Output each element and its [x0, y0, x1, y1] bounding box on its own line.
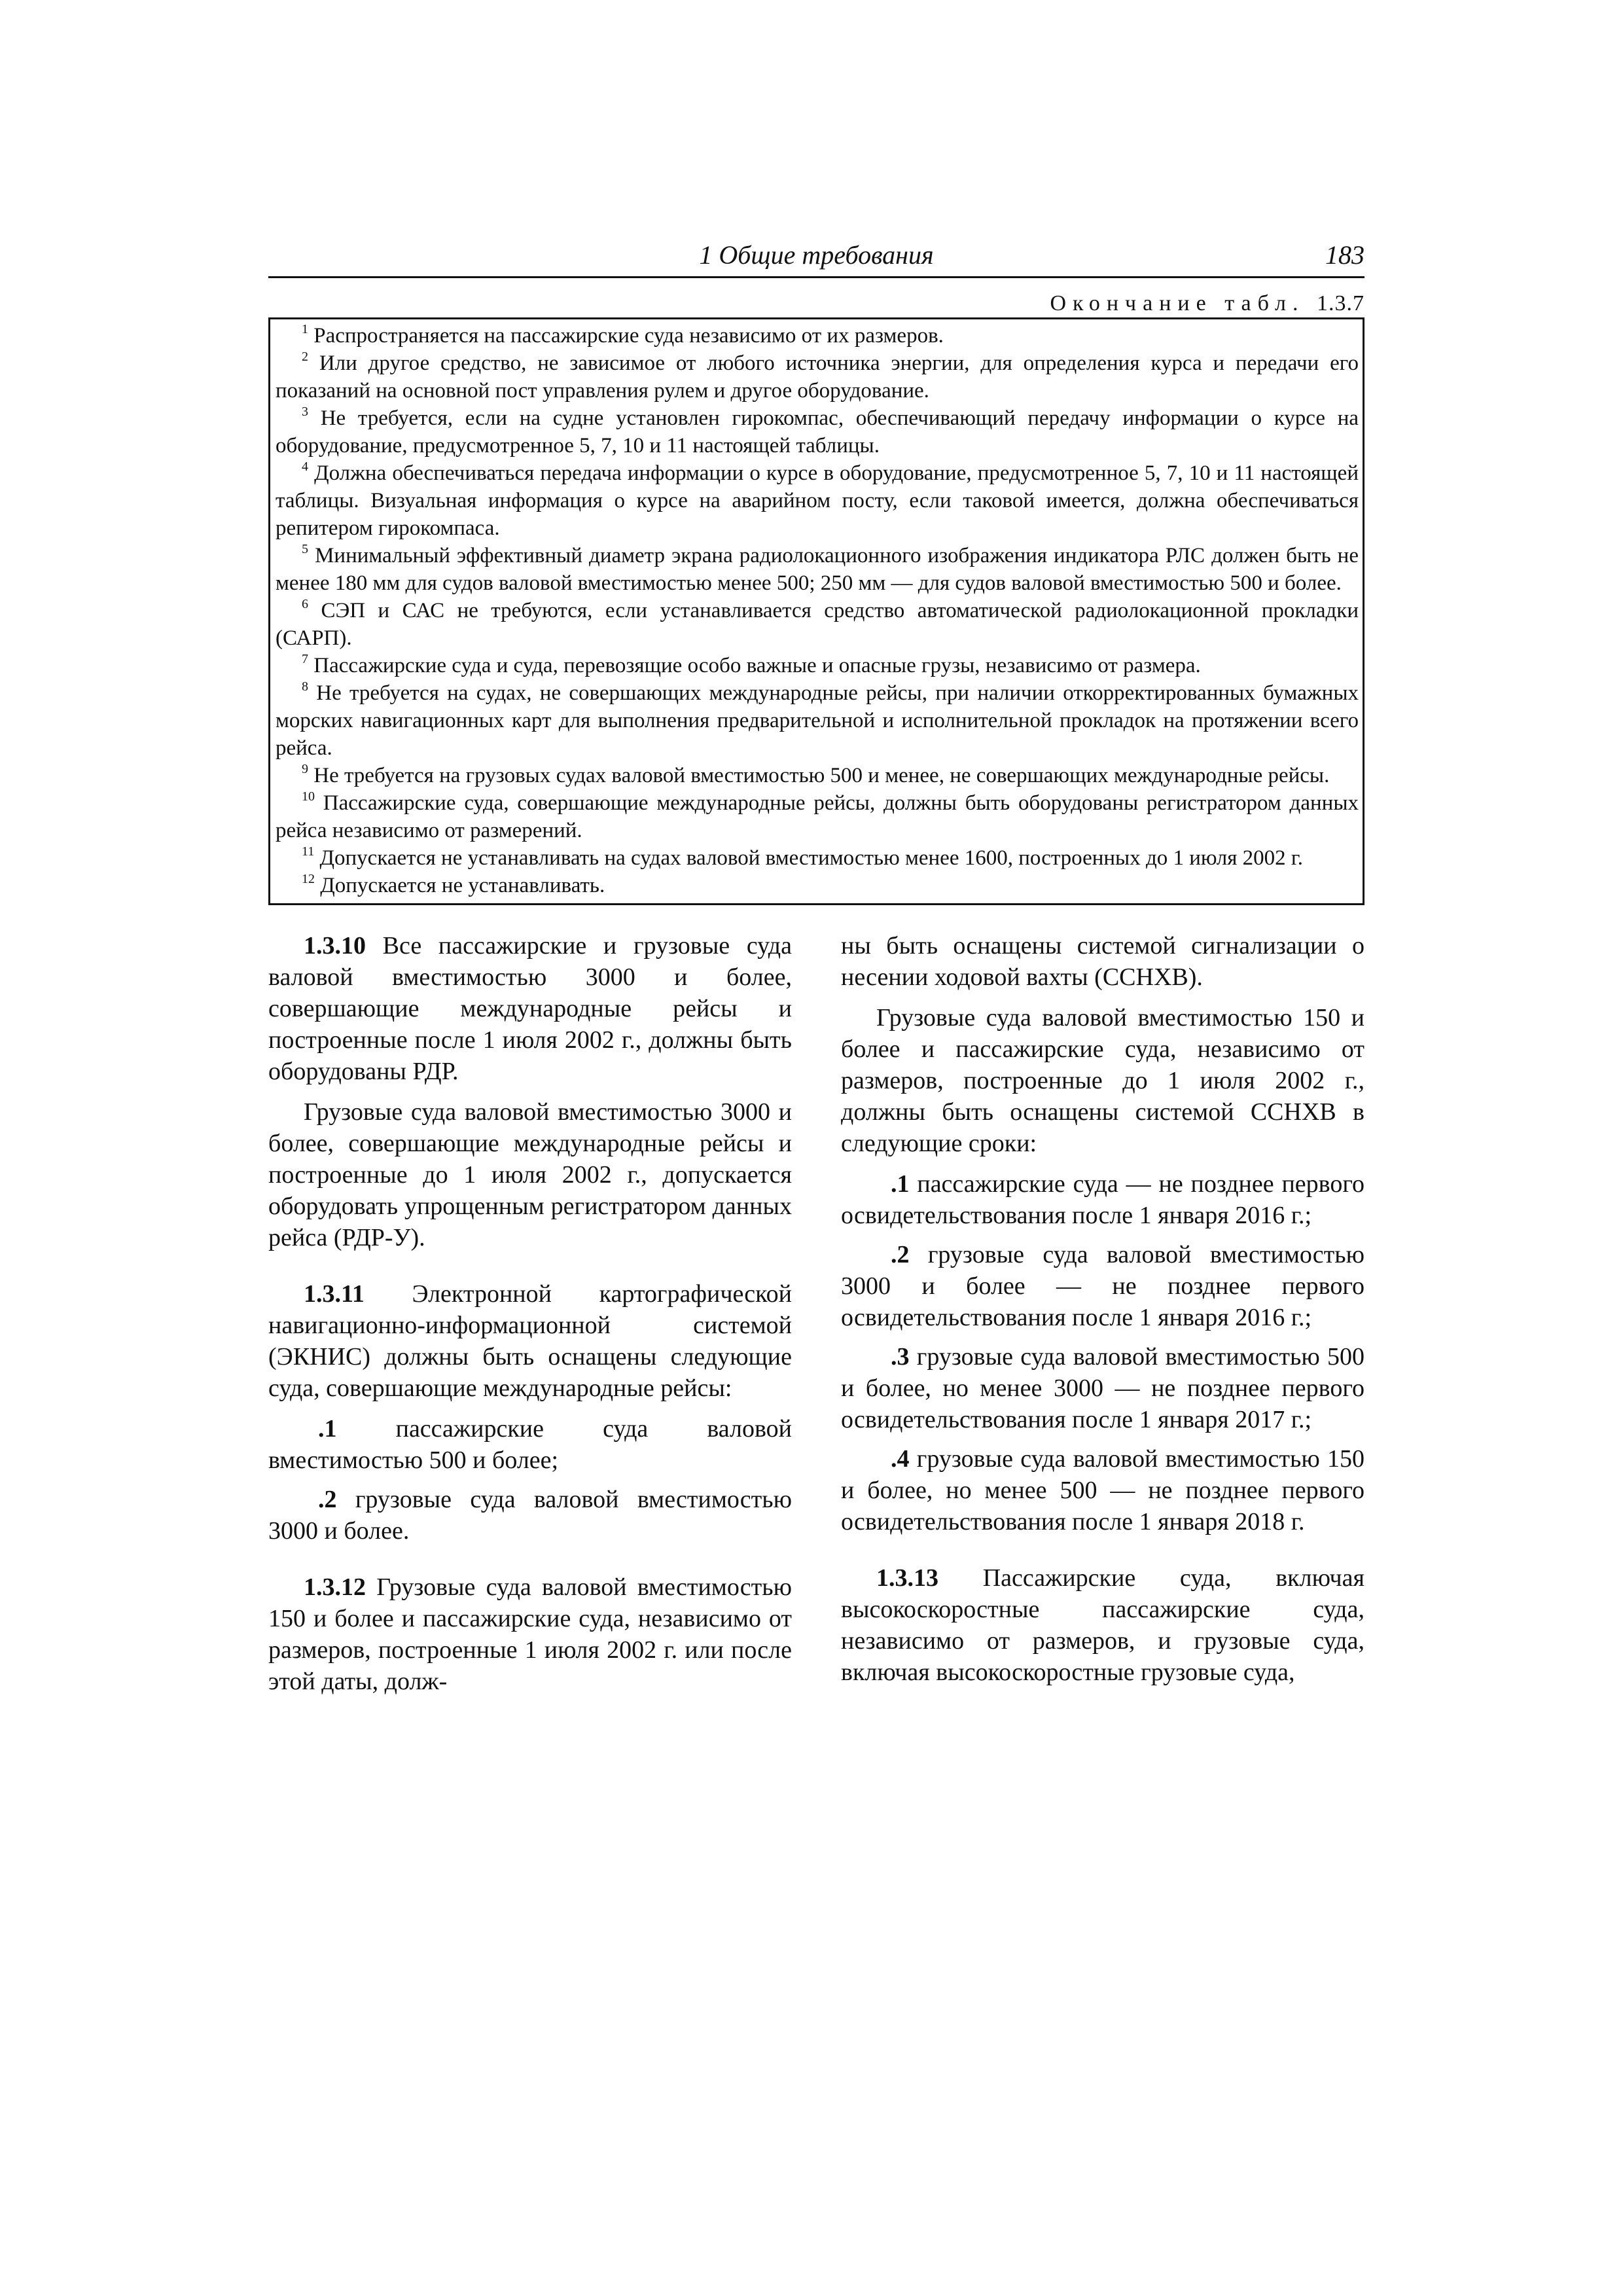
- page-number: 183: [1325, 240, 1364, 270]
- footnote-text: Пассажирские суда, совершающие международные рейсы, должны быть оборудованы регистратором данных рейса независимо от размерений.: [276, 791, 1359, 842]
- section-number: 1.3.13: [876, 1564, 938, 1592]
- footnote: [276, 350, 1359, 404]
- footnote-mark: 6: [302, 597, 308, 611]
- footnote-text: Или другое средство, не зависимое от любого источника энергии, для определения курса и передачи его показаний на основной пост управления рулем и другое оборудование.: [276, 351, 1359, 403]
- footnote: [276, 459, 1359, 542]
- section-1-3-13: [841, 1562, 1364, 1688]
- document-page: [268, 236, 1364, 1706]
- item-text: пассажирские суда — не позднее первого освидетельствования после 1 января 2016 г.;: [841, 1170, 1364, 1229]
- table-number: 1.3.7: [1317, 291, 1364, 315]
- section-1-3-10: [268, 930, 792, 1087]
- paragraph-text: Пассажирские суда, включая высокоскоростные пассажирские суда, независимо от размеров, и грузовые суда, включая высокоскоростные грузовые суда,: [841, 1564, 1364, 1686]
- footnote: [276, 844, 1359, 872]
- footnote-mark: 10: [302, 789, 315, 804]
- footnote: [276, 404, 1359, 459]
- left-column: [268, 930, 792, 1706]
- chapter-title: 1 Общие требования: [699, 240, 934, 270]
- footnote-text: Не требуется на грузовых судах валовой вместимостью 500 и менее, не совершающих международные рейсы.: [313, 764, 1330, 787]
- footnote-mark: 1: [302, 322, 308, 336]
- footnote-text: Минимальный эффективный диаметр экрана радиолокационного изображения индикатора РЛС должен быть не менее 180 мм для судов валовой вместимостью менее 500; 250 мм — для судов валовой вместимостью 500 и более.: [276, 544, 1359, 595]
- paragraph-text: Электронной картографической навигационно-информационной системой (ЭКНИС) должны быть оснащены следующие суда, совершающие международные рейсы:: [268, 1280, 792, 1402]
- footnote: [276, 679, 1359, 762]
- paragraph-text: Грузовые суда валовой вместимостью 150 и более и пассажирские суда, независимо от размеров, построенные 1 июля 2002 г. или после этой даты, долж-: [268, 1573, 792, 1695]
- item-text: грузовые суда валовой вместимостью 150 и более, но менее 500 — не позднее первого освидетельствования после 1 января 2018 г.: [841, 1445, 1364, 1535]
- item-text: грузовые суда валовой вместимостью 500 и более, но менее 3000 — не позднее первого освидетельствования после 1 января 2017 г.;: [841, 1343, 1364, 1433]
- footnote-text: СЭП и САС не требуются, если устанавливается средство автоматической радиолокационной прокладки (САРП).: [276, 599, 1359, 650]
- item-number: .1: [318, 1415, 337, 1443]
- footnote: [276, 322, 1359, 350]
- item-number: .2: [318, 1486, 337, 1513]
- footnote-mark: 5: [302, 542, 308, 556]
- footnote-mark: 8: [302, 679, 308, 694]
- item-text: пассажирские суда валовой вместимостью 500 и более;: [268, 1415, 792, 1474]
- footnote-text: Распространяется на пассажирские суда независимо от их размеров.: [313, 324, 944, 348]
- footnote-mark: 7: [302, 652, 308, 666]
- footnote-mark: 4: [302, 459, 308, 474]
- paragraph: Грузовые суда валовой вместимостью 3000 и более, совершающие международные рейсы и построенные до 1 июля 2002 г., допускается оборудовать упрощенным регистратором данных рейса (РДР-У).: [268, 1098, 792, 1251]
- footnote: [276, 789, 1359, 844]
- footnote: [276, 597, 1359, 652]
- section-number: 1.3.10: [304, 932, 366, 960]
- footnote: [276, 872, 1359, 899]
- footnote-mark: 12: [302, 872, 315, 886]
- footnote-mark: 2: [302, 350, 308, 364]
- footnote-text: Допускается не устанавливать на судах валовой вместимостью менее 1600, построенных до 1 июля 2002 г.: [319, 846, 1303, 870]
- footnote-mark: 3: [302, 404, 308, 419]
- footnote-mark: 11: [302, 844, 315, 859]
- item-number: .1: [891, 1170, 910, 1198]
- item-number: .2: [891, 1241, 910, 1268]
- footnote: [276, 762, 1359, 789]
- footnote-text: Не требуется на судах, не совершающих международные рейсы, при наличии откорректированных бумажных морских навигационных карт для выполнения предварительной и исполнительной прокладок на протяжении всего рейса.: [276, 681, 1359, 760]
- list-item: [268, 1484, 792, 1547]
- section-1-3-12: [268, 1571, 792, 1697]
- running-header: [268, 236, 1364, 278]
- footnote-text: Не требуется, если на судне установлен гирокомпас, обеспечивающий передачу информации о курсе на оборудование, предусмотренное 5, 7, 10 и 11 настоящей таблицы.: [276, 406, 1359, 457]
- list-item: [841, 1239, 1364, 1333]
- list-item: [841, 1168, 1364, 1231]
- footnote-text: Должна обеспечиваться передача информации о курсе в оборудование, предусмотренное 5, 7, 10 и 11 настоящей таблицы. Визуальная информация о курсе на аварийном посту, если таковой имеется, должна обеспечиваться репитером гирокомпаса.: [276, 461, 1359, 540]
- right-column: [841, 930, 1364, 1706]
- section-number: 1.3.11: [304, 1280, 365, 1308]
- section-number: 1.3.12: [304, 1573, 366, 1601]
- item-text: грузовые суда валовой вместимостью 3000 и более.: [268, 1486, 792, 1545]
- footnote-text: Допускается не устанавливать.: [320, 874, 605, 897]
- table-caption-text: Окончание табл.: [1050, 291, 1305, 315]
- paragraph: Грузовые суда валовой вместимостью 150 и более и пассажирские суда, независимо от размеров, построенные до 1 июля 2002 г., должны быть оснащены системой ССНХВ в следующие сроки:: [841, 1004, 1364, 1157]
- footnote: [276, 652, 1359, 679]
- item-text: грузовые суда валовой вместимостью 3000 и более — не позднее первого освидетельствования после 1 января 2016 г.;: [841, 1241, 1364, 1331]
- paragraph-continuation: ны быть оснащены системой сигнализации о несении ходовой вахты (ССНХВ).: [841, 932, 1364, 991]
- paragraph-text: Все пассажирские и грузовые суда валовой вместимостью 3000 и более, совершающие международные рейсы и построенные после 1 июля 2002 г., должны быть оборудованы РДР.: [268, 932, 792, 1085]
- table-footnotes: [268, 317, 1364, 905]
- footnote-mark: 9: [302, 762, 308, 776]
- item-number: .3: [891, 1343, 910, 1371]
- list-item: [268, 1413, 792, 1476]
- footnote: [276, 542, 1359, 597]
- body-columns: [268, 930, 1364, 1706]
- list-item: [841, 1443, 1364, 1537]
- item-number: .4: [891, 1445, 910, 1473]
- list-item: [841, 1341, 1364, 1435]
- section-1-3-11: [268, 1278, 792, 1404]
- table-caption: [268, 290, 1364, 317]
- footnote-text: Пассажирские суда и суда, перевозящие особо важные и опасные грузы, независимо от размера.: [313, 654, 1201, 677]
